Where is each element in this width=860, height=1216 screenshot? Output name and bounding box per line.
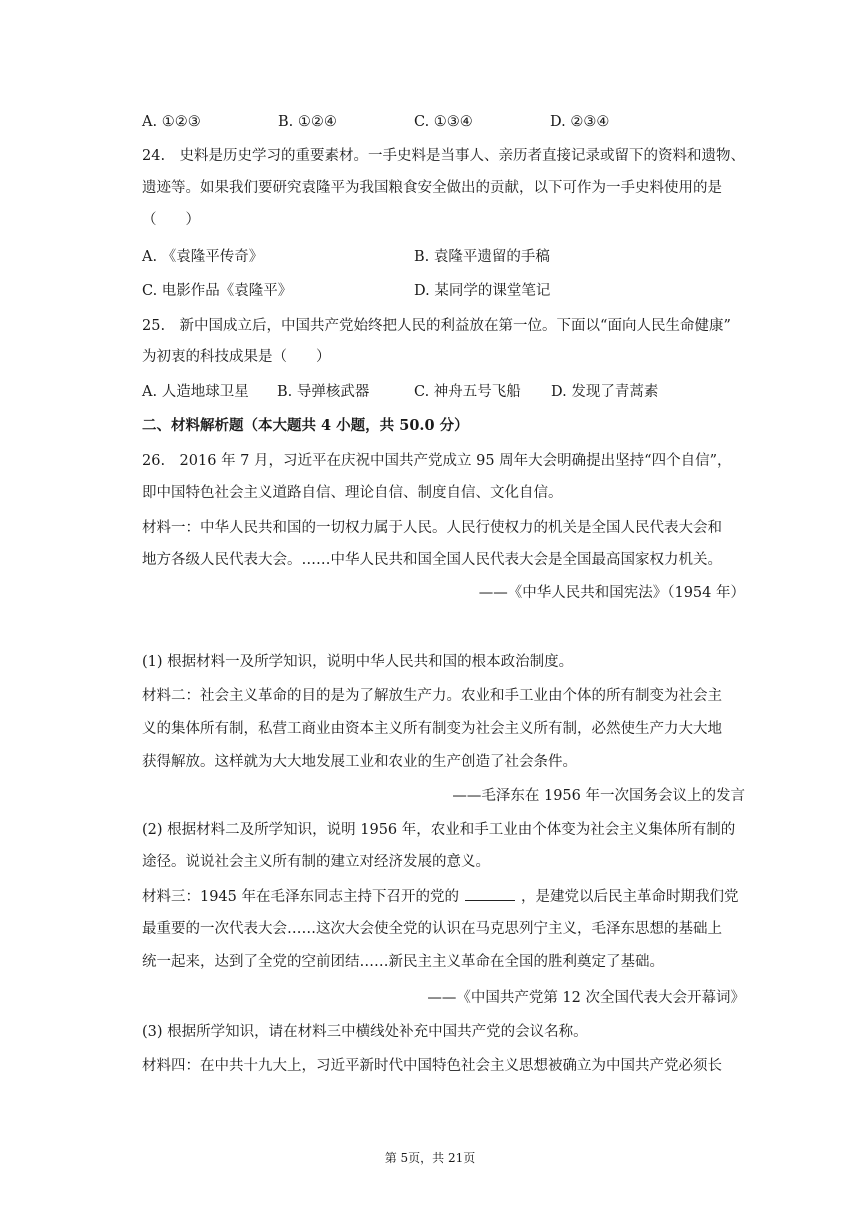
q23-option-c: C. ①③④ [414,114,473,130]
material1-source: ——《中华人民共和国宪法》（1954 年） [478,585,745,601]
q26-stem-line1: 26. 2016 年 7 月，习近平在庆祝中国共产党成立 95 周年大会明确提出坚持“四个自信”， [142,453,732,469]
subquestion-1: (1) 根据材料一及所学知识，说明中华人民共和国的根本政治制度。 [142,654,574,670]
material3-line3: 统一起来，达到了全党的空前团结……新民主主义革命在全国的胜利奠定了基础。 [142,954,664,970]
q24-stem-line1: 24. 史料是历史学习的重要素材。一手史料是当事人、亲历者直接记录或留下的资料和遗物、 [142,148,746,164]
q25-option-c: C. 神舟五号飞船 [414,384,521,400]
q24-option-b: B. 袁隆平遗留的手稿 [414,249,550,265]
material3-line2: 最重要的一次代表大会……这次大会使全党的认识在马克思列宁主义，毛泽东思想的基础上 [142,921,722,937]
q23-option-a: A. ①②③ [142,114,201,130]
section-heading: 二、材料解析题（本大题共 4 小题，共 50.0 分） [142,417,469,434]
q25-option-b: B. 导弹核武器 [277,384,370,400]
material2-line1: 材料二：社会主义革命的目的是为了解放生产力。农业和手工业由个体的所有制变为社会主 [142,688,722,704]
subquestion-3: (3) 根据所学知识，请在材料三中横线处补充中国共产党的会议名称。 [142,1024,588,1040]
subquestion-2-line2: 途径。说说社会主义所有制的建立对经济发展的意义。 [142,854,490,870]
q24-option-a: A. 《袁隆平传奇》 [142,249,264,265]
q25-option-a: A. 人造地球卫星 [142,384,249,400]
material2-source: ——毛泽东在 1956 年一次国务会议上的发言 [452,788,745,804]
q25-option-d: D. 发现了青蒿素 [551,384,659,400]
q25-stem-line1: 25. 新中国成立后，中国共产党始终把人民的利益放在第一位。下面以“面向人民生命健康” [142,318,731,334]
material2-line3: 获得解放。这样就为大大地发展工业和农业的生产创造了社会条件。 [142,754,577,770]
subquestion-2-line1: (2) 根据材料二及所学知识，说明 1956 年，农业和手工业由个体变为社会主义集体所有制的 [142,822,736,838]
material3-line1-start: 材料三：1945 年在毛泽东同志主持下召开的党的 [142,889,460,905]
material2-line2: 义的集体所有制，私营工商业由资本主义所有制变为社会主义所有制，必然使生产力大大地 [142,721,722,737]
material3-line1-end: ，是建党以后民主革命时期我们党 [521,889,739,905]
material1-line1: 材料一：中华人民共和国的一切权力属于人民。人民行使权力的机关是全国人民代表大会和 [142,520,722,536]
answer-blank[interactable] [465,886,515,901]
q26-stem-line2: 即中国特色社会主义道路自信、理论自信、制度自信、文化自信。 [142,485,563,501]
q25-stem-line2: 为初衷的科技成果是（ ） [142,349,331,365]
material3-source: ——《中国共产党第 12 次全国代表大会开幕词》 [427,990,745,1006]
q24-stem-line2: 遗迹等。如果我们要研究袁隆平为我国粮食安全做出的贡献，以下可作为一手史料使用的是 [142,180,722,196]
material4-line1: 材料四：在中共十九大上，习近平新时代中国特色社会主义思想被确立为中国共产党必须长 [142,1058,722,1074]
q24-option-d: D. 某同学的课堂笔记 [414,283,551,299]
q23-option-d: D. ②③④ [550,114,610,130]
material3-line1 [142,886,739,907]
q24-option-c: C. 电影作品《袁隆平》 [142,283,293,299]
page-number: 第 5页，共 21页 [384,1151,476,1165]
q23-option-b: B. ①②④ [278,114,337,130]
q24-stem-line3: （ ） [142,212,200,228]
material1-line2: 地方各级人民代表大会。……中华人民共和国全国人民代表大会是全国最高国家权力机关。 [142,552,722,568]
